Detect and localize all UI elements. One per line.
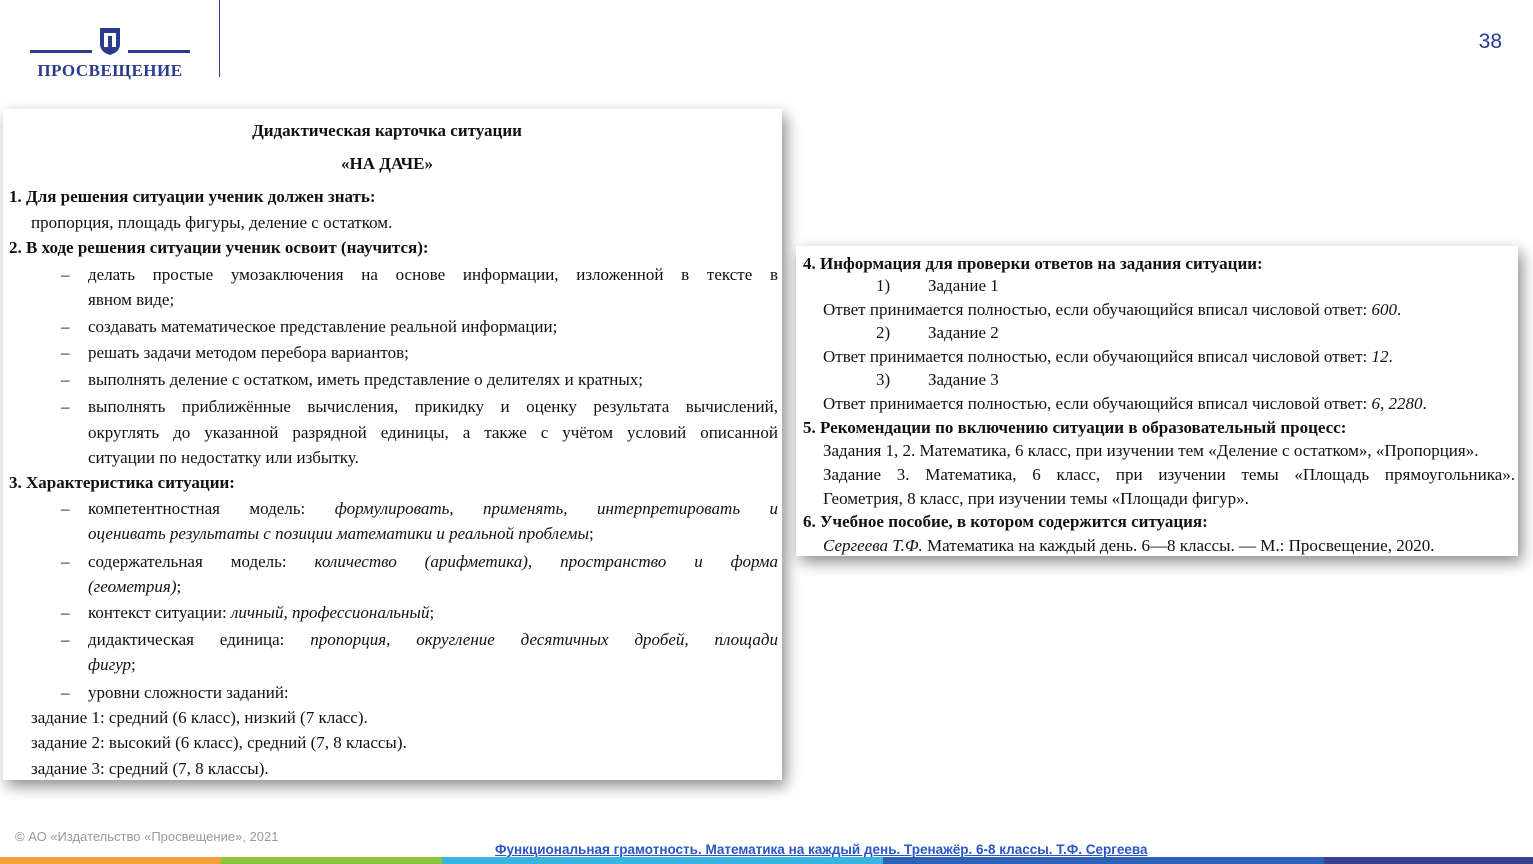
logo-shield-icon xyxy=(98,26,122,56)
recommendation-2: Задание 3. Математика, 6 класс, при изучении темы «Площадь прямоугольника». xyxy=(823,465,1515,484)
section-2-item-4: выполнять деление с остатком, иметь представление о делителях и кратных; xyxy=(88,370,644,389)
section-2-item-2: создавать математическое представление реальной информации; xyxy=(88,317,558,336)
book-title: Математика на каждый день. 6—8 классы. — М.: Просвещение, 2020. xyxy=(922,536,1435,555)
label: компетентностная модель: xyxy=(88,499,335,518)
logo-line-left xyxy=(30,50,92,53)
logo-text: ПРОСВЕЩЕНИЕ xyxy=(37,61,183,80)
answer-value: 600 xyxy=(1371,300,1397,319)
task-number: 1) xyxy=(876,276,891,295)
answer-value: 12 xyxy=(1371,347,1389,366)
answer-3: Ответ принимается полностью, если обучающийся вписал числовой ответ: 6, 2280. xyxy=(823,394,1427,413)
label: содержательная модель: xyxy=(88,552,315,571)
footer-bar-indigo xyxy=(1324,857,1533,864)
section-1-heading: 1. Для решения ситуации ученик должен знать: xyxy=(9,187,376,206)
header-divider xyxy=(219,0,220,77)
answer-2: Ответ принимается полностью, если обучающийся вписал числовой ответ: 12. xyxy=(823,347,1393,366)
punct: ; xyxy=(131,655,136,674)
label: контекст ситуации: xyxy=(88,603,231,622)
bullet-dash: – xyxy=(61,603,70,622)
italic-text: (геометрия) xyxy=(88,577,177,596)
section-2-item-5c: ситуации по недостатку или избытку. xyxy=(88,448,359,467)
textbook-reference xyxy=(823,536,1434,556)
answer-1: Ответ принимается полностью, если обучающийся вписал числовой ответ: 600. xyxy=(823,300,1402,319)
didactic-card-right xyxy=(796,246,1518,556)
author: Сергеева Т.Ф. xyxy=(823,536,923,555)
label: дидактическая единица: xyxy=(88,630,311,649)
section-3-item-1a xyxy=(88,499,778,519)
card-title: Дидактическая карточка ситуации xyxy=(252,121,522,140)
section-3-item-2b xyxy=(88,577,181,597)
section-3-item-1b xyxy=(88,524,594,544)
task-2-level: задание 2: высокий (6 класс), средний (7, 8 классы). xyxy=(31,733,407,752)
bullet-dash: – xyxy=(61,683,70,702)
recommendation-3: Геометрия, 8 класс, при изучении темы «Площади фигур». xyxy=(823,489,1249,508)
footer-bar-orange xyxy=(0,857,221,864)
section-6-heading: 6. Учебное пособие, в котором содержится ситуация: xyxy=(803,512,1208,531)
italic-text: количество (арифметика), пространство и форма xyxy=(314,552,778,571)
section-2-item-1a: делать простые умозаключения на основе информации, изложенной в тексте в xyxy=(88,265,778,284)
section-1-text: пропорция, площадь фигуры, деление с остатком. xyxy=(31,213,393,232)
didactic-card-left xyxy=(3,109,782,780)
section-4-heading: 4. Информация для проверки ответов на задания ситуации: xyxy=(803,254,1263,273)
punct: ; xyxy=(176,577,182,596)
section-2-heading: 2. В ходе решения ситуации ученик освоит (научится): xyxy=(9,238,429,257)
task-1-level: задание 1: средний (6 класс), низкий (7 класс). xyxy=(31,708,368,727)
book-link[interactable]: Функциональная грамотность. Математика на каждый день. Тренажёр. 6-8 классы. Т.Ф. Сергеева xyxy=(495,842,1148,857)
footer-bar-cyan xyxy=(442,857,883,864)
task-number: 3) xyxy=(876,370,891,389)
section-2-item-5b: округлять до указанной разрядной единицы, а также с учётом условий описанной xyxy=(88,423,778,442)
section-3-heading: 3. Характеристика ситуации: xyxy=(9,473,235,492)
section-2-item-5a: выполнять приближённые вычисления, прикидку и оценку результата вычислений, xyxy=(88,397,778,416)
italic-text: пропорция, округление десятичных дробей, площади xyxy=(310,630,778,649)
answer-text: Ответ принимается полностью, если обучающийся вписал числовой ответ: xyxy=(823,300,1372,319)
answer-text: Ответ принимается полностью, если обучающийся вписал числовой ответ: xyxy=(823,394,1372,413)
section-2-item-1b: явном виде; xyxy=(88,290,175,309)
section-3-item-3 xyxy=(88,603,434,623)
page-number: 38 xyxy=(1478,30,1502,53)
card-subtitle: «НА ДАЧЕ» xyxy=(341,154,433,173)
section-3-item-5: уровни сложности заданий: xyxy=(88,683,289,702)
italic-text: оценивать результаты с позиции математики и реальной проблемы xyxy=(88,524,589,543)
punct: ; xyxy=(429,603,435,622)
bullet-dash: – xyxy=(61,343,70,362)
footer-bar-blue xyxy=(883,857,1324,864)
footer-bar-green xyxy=(221,857,442,864)
task-3-level: задание 3: средний (7, 8 классы). xyxy=(31,759,269,778)
section-3-item-2a xyxy=(88,552,778,572)
section-3-item-4b xyxy=(88,655,136,675)
section-5-heading: 5. Рекомендации по включению ситуации в образовательный процесс: xyxy=(803,418,1347,437)
punct: ; xyxy=(588,524,594,543)
italic-text: формулировать, применять, интерпретировать и xyxy=(334,499,779,518)
copyright: © АО «Издательство «Просвещение», 2021 xyxy=(15,829,279,844)
bullet-dash: – xyxy=(61,265,70,284)
task-1-label: Задание 1 xyxy=(928,276,999,295)
recommendation-1: Задания 1, 2. Математика, 6 класс, при изучении тем «Деление с остатком», «Пропорция». xyxy=(823,441,1479,460)
answer-value: 6, 2280 xyxy=(1371,394,1423,413)
bullet-dash: – xyxy=(61,397,70,416)
bullet-dash: – xyxy=(61,370,70,389)
task-3-label: Задание 3 xyxy=(928,370,999,389)
italic-text: фигур xyxy=(88,655,132,674)
task-number: 2) xyxy=(876,323,891,342)
bullet-dash: – xyxy=(61,630,70,649)
task-2-label: Задание 2 xyxy=(928,323,999,342)
logo-line-right xyxy=(128,50,190,53)
bullet-dash: – xyxy=(61,317,70,336)
bullet-dash: – xyxy=(61,552,70,571)
section-2-item-3: решать задачи методом перебора вариантов; xyxy=(88,343,409,362)
publisher-logo xyxy=(30,22,190,82)
answer-text: Ответ принимается полностью, если обучающийся вписал числовой ответ: xyxy=(823,347,1372,366)
section-3-item-4a xyxy=(88,630,778,650)
bullet-dash: – xyxy=(61,499,70,518)
italic-text: личный, профессиональный xyxy=(230,603,430,622)
